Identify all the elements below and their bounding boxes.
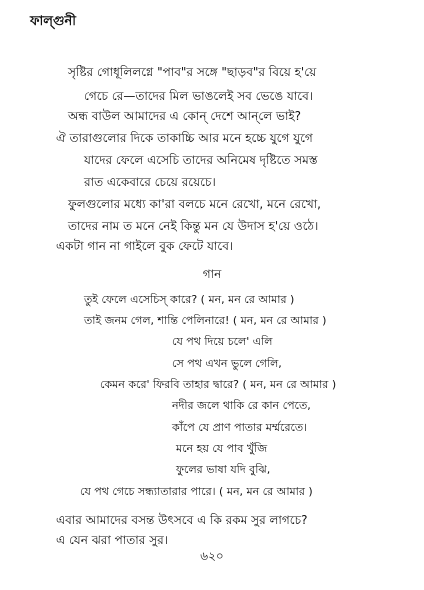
song-line: যে পথ গেচে সন্ধ্যাতারার পারে। ( মন, মন রে আমার ) <box>80 485 313 498</box>
prose-line: সৃষ্টির গোধূলিলগ্নে "পাব"র সঙ্গে "ছাড়ব"র বিয়ে হ'য়ে <box>68 65 317 79</box>
prose-line: ঐ তারাগুলোর দিকে তাকাচ্চি আর মনে হচ্চে যুগে যুগে <box>56 131 313 145</box>
prose-line: যাদের ফেলে এসেচি তাদের অনিমেষ দৃষ্টিতে সমস্ত <box>84 153 318 167</box>
song-line: তাই জনম গেল, শান্তি পেলিনারে! ( মন, মন রে আমার ) <box>84 314 327 327</box>
closing-line: এবার আমাদের বসন্ত উৎসবে এ কি রকম সুর লাগচে? <box>56 513 308 527</box>
song-line: কাঁপে যে প্রাণ পাতার মর্ম্মরেতে। <box>172 421 308 434</box>
prose-line: তাদের নাম ত মনে নেই কিন্তু মন যে উদাস হ'য়ে ওঠে। <box>68 219 319 233</box>
prose-line: রাত একেবারে চেয়ে রয়েচে। <box>84 175 216 189</box>
song-line: কেমন করে' ফিরবি তাহার দ্বারে? ( মন, মন রে আমার ) <box>100 378 337 391</box>
song-line: যে পথ দিয়ে চলে' এলি <box>172 335 273 348</box>
prose-line: অন্ধ বাউল আমাদের এ কোন্ দেশে আন্‌লে ভাই? <box>68 109 302 123</box>
prose-line: গেচে রে—তাদের মিল ভাঙলেই সব ভেঙে যাবে। <box>84 89 314 103</box>
song-line: নদীর জলে থাকি রে কান পেতে, <box>172 399 311 412</box>
closing-line: এ যেন ঝরা পাতার সুর। <box>56 533 169 547</box>
song-line: ফুলের ভাষা যদি বুঝি, <box>176 463 271 476</box>
song-line: মনে হয় যে পাব খুঁজি <box>176 442 268 455</box>
prose-line: ফুলগুলোর মধ্যে কা'রা বলচে মনে রেখো, মনে রেখো, <box>68 197 321 211</box>
song-title: গান <box>202 267 222 281</box>
song-line: তুই ফেলে এসেচিস্ কারে? ( মন, মন রে আমার ) <box>84 293 295 306</box>
prose-line: একটা গান না গাইলে বুক ফেটে যাবে। <box>56 239 234 253</box>
running-header: ফাল্গুনী <box>30 14 76 29</box>
page-number: ৬২০ <box>200 549 224 563</box>
song-line: সে পথ এখন ভুলে গেলি, <box>172 357 282 370</box>
